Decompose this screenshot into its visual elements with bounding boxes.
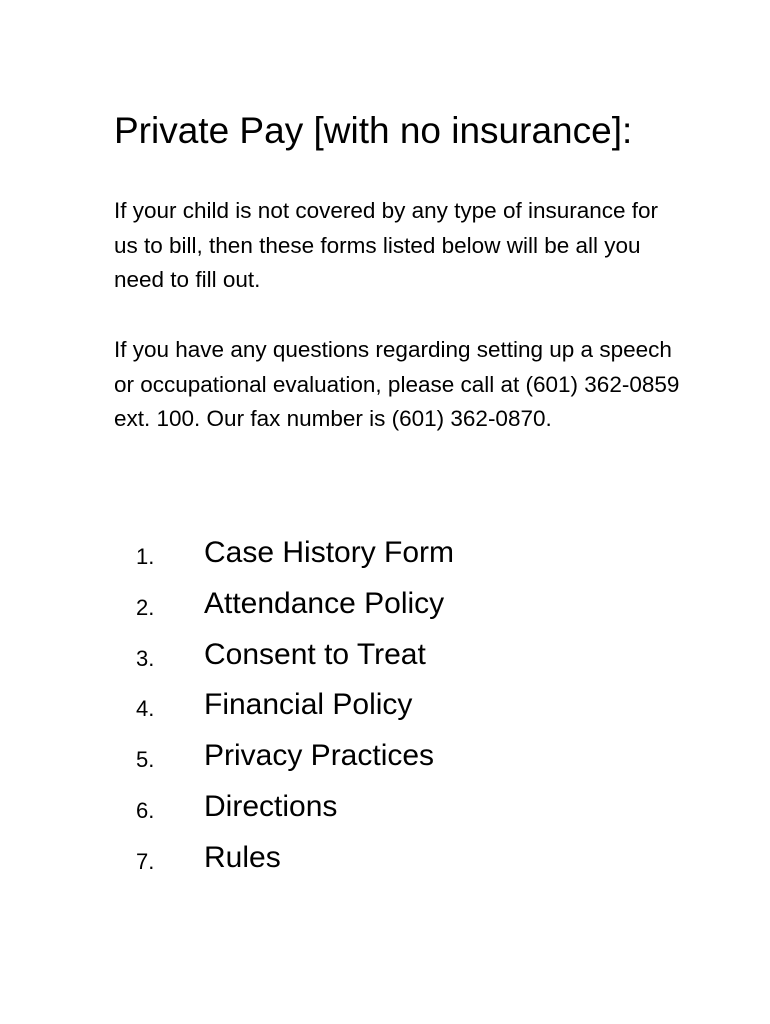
list-item (0, 635, 600, 686)
intro-paragraph: If your child is not covered by any type of insurance for us to bill, then these forms listed below will be all you need to fill out. (114, 198, 659, 292)
list-item-label: Financial Policy (204, 688, 413, 722)
list-item (0, 787, 600, 838)
list-item-number: 6. (136, 797, 155, 823)
list-item-label: Case History Form (204, 536, 455, 569)
list-item-number: 2. (136, 594, 155, 620)
list-item-label: Attendance Policy (204, 586, 445, 620)
list-item-number: 7. (136, 848, 155, 874)
list-item-number: 1. (136, 544, 155, 569)
list-item-number: 4. (136, 696, 155, 722)
contact-paragraph: If you have any questions regarding setting up a speech or occupational evaluation, please call at (601) 362-0859 ext. 100. Our fax number is (601) 362-0870. (114, 337, 680, 431)
list-item (0, 838, 600, 889)
list-item-label: Directions (204, 789, 338, 823)
list-item (0, 533, 600, 584)
list-item (0, 685, 600, 736)
list-item (0, 736, 600, 787)
list-item-number: 5. (136, 747, 155, 773)
forms-list (0, 533, 600, 889)
list-item-number: 3. (136, 645, 155, 671)
list-item-label: Rules (204, 840, 281, 874)
page-title: Private Pay [with no insurance]: (114, 110, 633, 151)
list-item (0, 584, 600, 635)
list-item-label: Privacy Practices (204, 739, 435, 773)
list-item-label: Consent to Treat (204, 637, 426, 671)
